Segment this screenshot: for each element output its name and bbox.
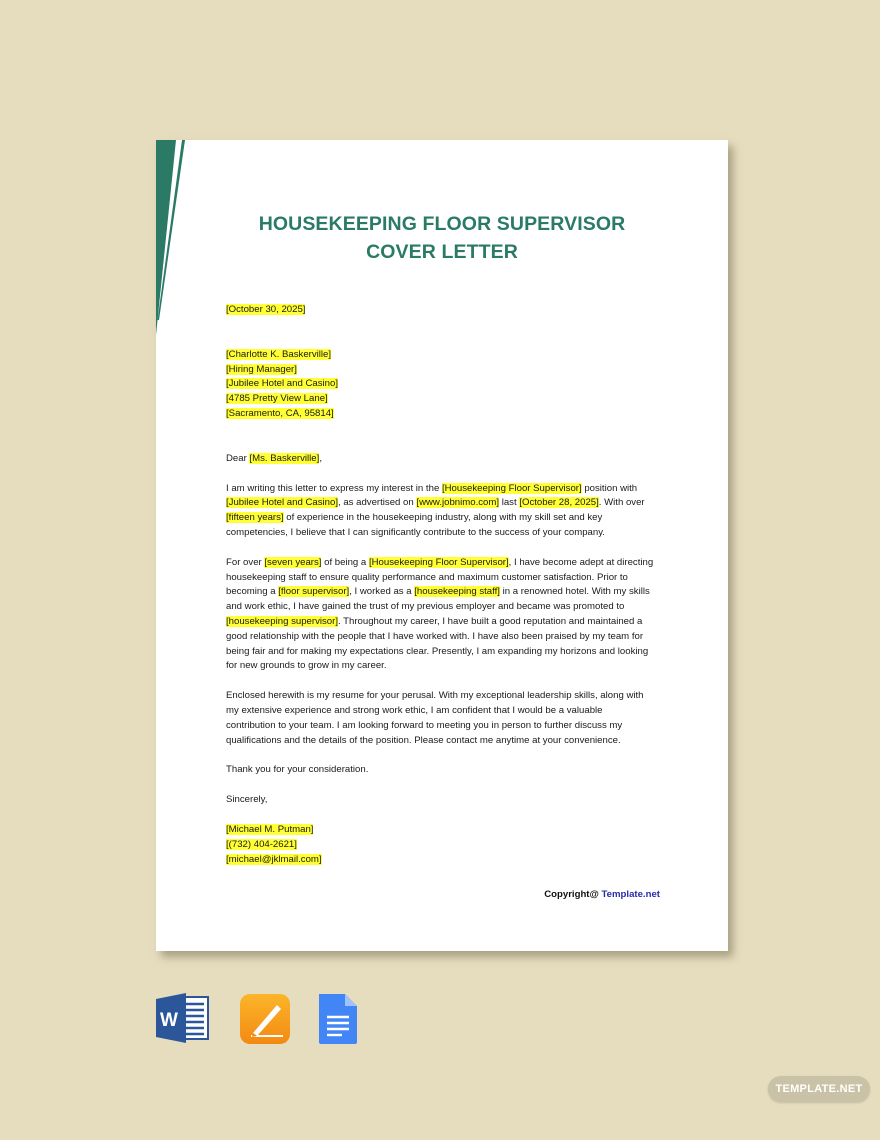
salutation-name: [Ms. Baskerville]: [249, 452, 320, 464]
text: , I worked as a: [349, 586, 415, 598]
text: For over: [226, 556, 265, 568]
text: becoming a: [226, 586, 279, 598]
recipient-company: [Jubilee Hotel and Casino]: [226, 378, 338, 390]
placeholder-text: [floor supervisor]: [278, 586, 350, 598]
text: of being a: [321, 556, 369, 568]
microsoft-word-icon[interactable]: [156, 993, 210, 1043]
sender-name: [Michael M. Putman]: [226, 823, 314, 835]
recipient-block: [226, 348, 666, 422]
apple-pages-icon[interactable]: [239, 993, 291, 1045]
paragraph-1: [226, 482, 666, 541]
google-docs-icon[interactable]: [316, 993, 360, 1045]
closing-line: Sincerely,: [226, 794, 268, 806]
salutation-suffix: ,: [319, 452, 322, 464]
placeholder-text: [housekeeping staff]: [414, 586, 500, 598]
text: , as advertised on: [338, 497, 417, 509]
text: housekeeping staff to ensure quality performance and maximum customer satisfaction. Prior to: [226, 571, 628, 583]
text: of experience in the housekeeping industry, along with my skill set and key: [283, 512, 603, 524]
text: Enclosed herewith is my resume for your perusal. With my exceptional leadership skills, along with: [226, 690, 644, 702]
copyright-prefix: Copyright@: [544, 889, 602, 900]
recipient-name: [Charlotte K. Baskerville]: [226, 348, 332, 360]
placeholder-text: [Housekeeping Floor Supervisor]: [441, 482, 582, 494]
placeholder-text: [seven years]: [264, 556, 322, 568]
text: . Throughout my career, I have built a good reputation and maintained a: [338, 615, 643, 627]
text: contribution to your team. I am looking forward to meeting you in person to further discuss my: [226, 719, 623, 731]
letter-body: [226, 303, 666, 867]
paragraph-2: [226, 556, 666, 674]
salutation: [226, 452, 666, 467]
placeholder-text: [October 28, 2025]: [519, 497, 599, 509]
text: , I have become adept at directing: [508, 556, 654, 568]
recipient-street: [4785 Pretty View Lane]: [226, 393, 328, 405]
thanks-line: Thank you for your consideration.: [226, 764, 369, 776]
text: my extensive experience and strong work ethic, I am confident that I would be a valuable: [226, 704, 603, 716]
text: good relationship with the people that I have worked with. I have also been praised by my team for: [226, 630, 644, 642]
document-page: [156, 140, 728, 951]
text: competencies, I believe that I can significantly contribute to the success of your company.: [226, 526, 605, 538]
text: qualifications and the details of the position. Please contact me anytime at your convenience.: [226, 734, 621, 746]
salutation-prefix: Dear: [226, 452, 250, 464]
paragraph-3: [226, 689, 666, 748]
text: . With over: [598, 497, 645, 509]
text: I am writing this letter to express my interest in the: [226, 482, 442, 494]
text: last: [499, 497, 520, 509]
recipient-city: [Sacramento, CA, 95814]: [226, 407, 334, 419]
badge-label: TEMPLATE.NET: [775, 1083, 863, 1095]
placeholder-text: [www.jobnimo.com]: [416, 497, 500, 509]
text: in a renowned hotel. With my skills: [499, 586, 650, 598]
text: position with: [581, 482, 638, 494]
placeholder-text: [housekeeping supervisor]: [226, 615, 338, 627]
letter-date: [October 30, 2025]: [226, 304, 306, 315]
copyright-notice: [544, 889, 660, 900]
title-line-2: COVER LETTER: [366, 241, 518, 263]
document-title: [156, 210, 728, 266]
placeholder-text: [Jubilee Hotel and Casino]: [226, 497, 338, 509]
text: being fair and for making my expectations clear. Presently, I am expanding my horizons and looking: [226, 645, 649, 657]
word-letter: W: [160, 1010, 178, 1031]
recipient-position: [Hiring Manager]: [226, 363, 297, 375]
text: and work ethic, I have gained the trust of my previous employer and became was promoted to: [226, 601, 625, 613]
placeholder-text: [fifteen years]: [226, 512, 284, 524]
sender-phone: [(732) 404-2621]: [226, 838, 297, 850]
sender-block: [226, 823, 666, 867]
title-line-1: HOUSEKEEPING FLOOR SUPERVISOR: [258, 213, 626, 235]
text: for new grounds to grow in my career.: [226, 660, 387, 672]
copyright-brand-link[interactable]: Template.net: [601, 889, 660, 900]
template-net-badge[interactable]: [768, 1076, 870, 1102]
placeholder-text: [Housekeeping Floor Supervisor]: [368, 556, 509, 568]
sender-email: [michael@jklmail.com]: [226, 853, 322, 865]
